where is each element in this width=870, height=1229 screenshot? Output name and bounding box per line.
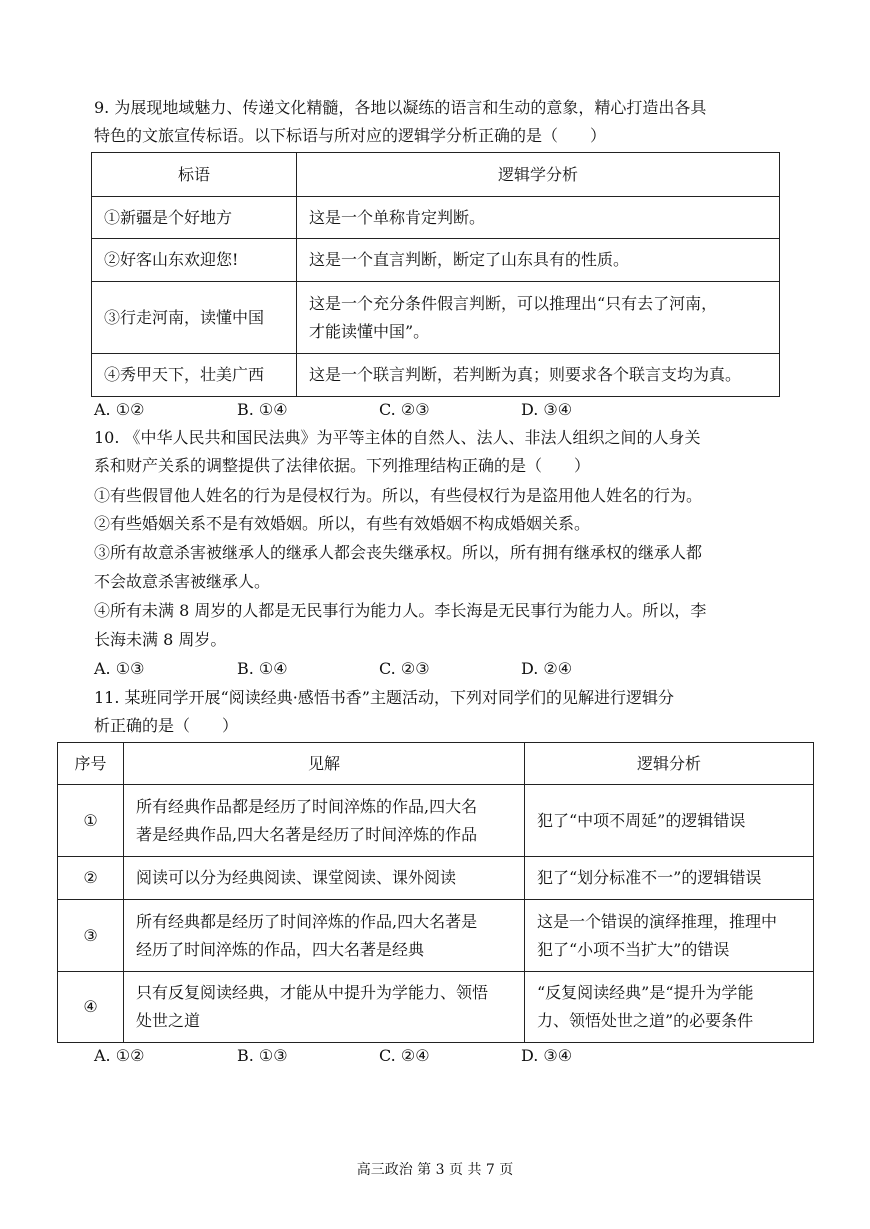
q11-header-number: 序号 — [58, 743, 124, 785]
q9-slogan-3: ③行走河南，读懂中国 — [92, 282, 297, 354]
q11-option-a: A. ①② — [94, 1046, 145, 1065]
q10-statement-4-line-1: ④所有未满 8 周岁的人都是无民事行为能力人。李长海是无民事行为能力人。所以，李 — [94, 601, 707, 620]
q11-analysis-2: 犯了“划分标准不一”的逻辑错误 — [525, 857, 814, 900]
q11-number-4: ④ — [58, 972, 124, 1043]
q9-header-slogan: 标语 — [92, 153, 297, 197]
q11-analysis-4-line-1: “反复阅读经典”是“提升为学能 — [537, 983, 754, 1002]
q11-view-3-line-1: 所有经典都是经历了时间淬炼的作品,四大名著是 — [136, 911, 478, 931]
q9-option-a: A. ①② — [94, 400, 145, 419]
q9-analysis-3 — [297, 282, 780, 354]
q9-header-analysis: 逻辑学分析 — [297, 153, 780, 197]
q9-stem-line-1: 9. 为展现地域魅力、传递文化精髓，各地以凝练的语言和生动的意象，精心打造出各具 — [94, 98, 707, 117]
q10-statement-4-line-2: 长海未满 8 周岁。 — [94, 630, 227, 649]
q11-header-view: 见解 — [124, 743, 525, 785]
q11-table — [57, 742, 814, 1043]
q10-option-c: C. ②③ — [379, 659, 430, 678]
q9-analysis-1: 这是一个单称肯定判断。 — [297, 197, 780, 239]
q9-analysis-3-line-2: 才能读懂中国”。 — [309, 321, 430, 341]
q10-stem-line-1: 10. 《中华人民共和国民法典》为平等主体的自然人、法人、非法人组织之间的人身关 — [94, 428, 701, 447]
q11-view-1 — [124, 785, 525, 857]
q11-number-3: ③ — [58, 900, 124, 972]
q9-analysis-4: 这是一个联言判断，若判断为真；则要求各个联言支均为真。 — [297, 354, 780, 397]
q11-view-4-line-1: 只有反复阅读经典，才能从中提升为学能力、领悟 — [136, 983, 489, 1002]
q9-analysis-2: 这是一个直言判断，断定了山东具有的性质。 — [297, 239, 780, 282]
q9-analysis-3-line-1: 这是一个充分条件假言判断，可以推理出“只有去了河南， — [309, 293, 718, 313]
q11-option-c: C. ②④ — [379, 1046, 430, 1065]
q9-slogan-2: ②好客山东欢迎您! — [92, 239, 297, 282]
q10-option-b: B. ①④ — [237, 659, 288, 678]
q11-view-2: 阅读可以分为经典阅读、课堂阅读、课外阅读 — [124, 857, 525, 900]
q11-view-3-line-2: 经历了时间淬炼的作品，四大名著是经典 — [136, 939, 425, 959]
q11-stem-line-1: 11. 某班同学开展“阅读经典·感悟书香”主题活动，下列对同学们的见解进行逻辑分 — [94, 688, 674, 707]
q11-header-analysis: 逻辑分析 — [525, 743, 814, 785]
page-footer: 高三政治 第 3 页 共 7 页 — [356, 1162, 514, 1178]
q11-view-1-line-1: 所有经典作品都是经历了时间淬炼的作品,四大名 — [136, 796, 478, 816]
q10-statement-3-line-2: 不会故意杀害被继承人。 — [94, 572, 271, 591]
q10-statement-1: ①有些假冒他人姓名的行为是侵权行为。所以，有些侵权行为是盗用他人姓名的行为。 — [94, 486, 703, 505]
q11-analysis-3-line-1: 这是一个错误的演绎推理，推理中 — [537, 911, 778, 931]
q9-stem-line-2: 特色的文旅宣传标语。以下标语与所对应的逻辑学分析正确的是（ ） — [94, 126, 607, 145]
q11-analysis-3-line-2: 犯了“小项不当扩大”的错误 — [537, 939, 730, 959]
q10-statement-3-line-1: ③所有故意杀害被继承人的继承人都会丧失继承权。所以，所有拥有继承权的继承人都 — [94, 543, 703, 562]
q11-option-d: D. ③④ — [521, 1046, 573, 1065]
q9-option-c: C. ②③ — [379, 400, 430, 419]
q11-number-2: ② — [58, 857, 124, 900]
q9-table — [91, 152, 780, 397]
q10-stem-line-2: 系和财产关系的调整提供了法律依据。下列推理结构正确的是（ ） — [94, 456, 591, 475]
q11-analysis-3 — [525, 900, 814, 972]
q9-slogan-1: ①新疆是个好地方 — [92, 197, 297, 239]
q11-view-4 — [124, 972, 525, 1043]
q11-analysis-1: 犯了“中项不周延”的逻辑错误 — [525, 785, 814, 857]
q9-slogan-4: ④秀甲天下，壮美广西 — [92, 354, 297, 397]
q11-view-4-line-2: 处世之道 — [136, 1011, 201, 1030]
q9-option-d: D. ③④ — [521, 400, 573, 419]
q10-option-d: D. ②④ — [521, 659, 573, 678]
q10-statement-2: ②有些婚姻关系不是有效婚姻。所以，有些有效婚姻不构成婚姻关系。 — [94, 514, 591, 533]
q11-stem-line-2: 析正确的是（ ） — [94, 716, 239, 735]
q11-view-1-line-2: 著是经典作品,四大名著是经历了时间淬炼的作品 — [136, 824, 478, 844]
q11-view-3 — [124, 900, 525, 972]
q11-analysis-4-line-2: 力、领悟处世之道”的必要条件 — [537, 1011, 754, 1030]
q9-option-b: B. ①④ — [237, 400, 288, 419]
q11-option-b: B. ①③ — [237, 1046, 288, 1065]
q11-number-1: ① — [58, 785, 124, 857]
q10-option-a: A. ①③ — [94, 659, 145, 678]
q11-analysis-4 — [525, 972, 814, 1043]
